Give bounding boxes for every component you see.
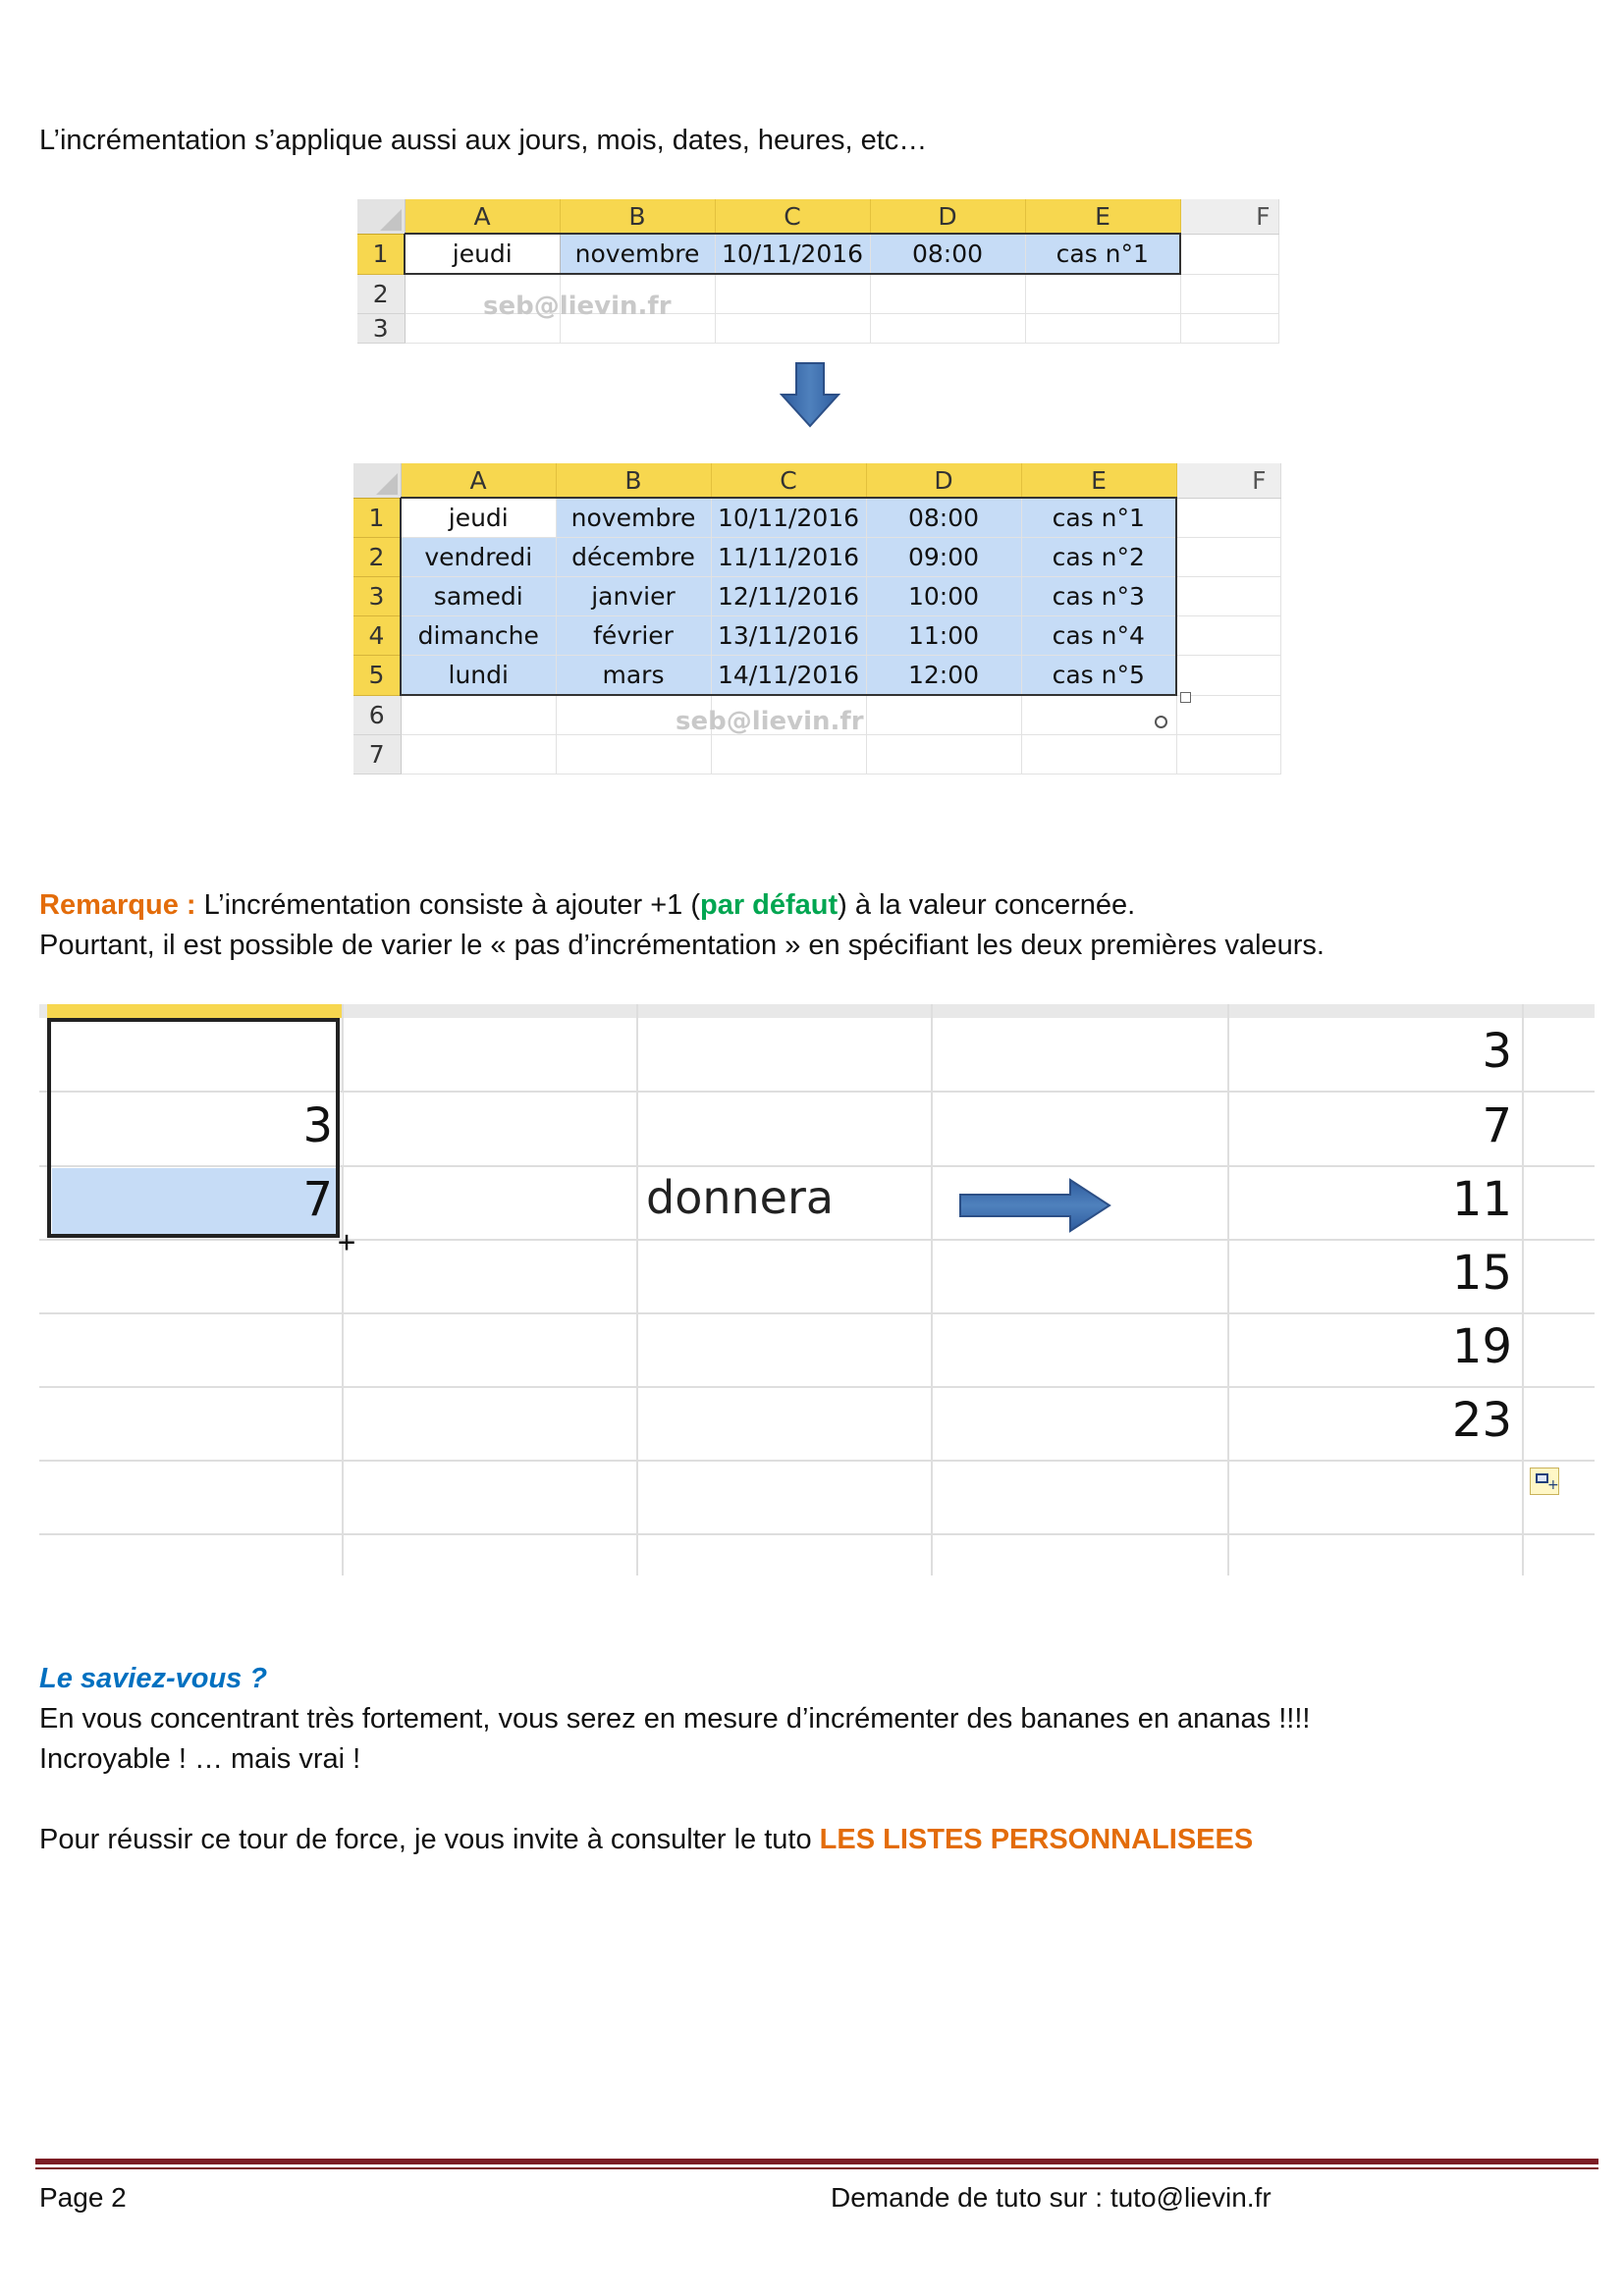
col-header-a[interactable]: A [401,463,556,498]
page-number: Page 2 [39,2182,127,2213]
footer-rule [35,2159,1598,2164]
cell-d3[interactable] [870,314,1025,344]
cell-e3[interactable] [1025,314,1180,344]
cell-f1[interactable] [1180,234,1278,274]
row-header-1[interactable]: 1 [353,498,401,538]
table-cell[interactable]: 12:00 [866,656,1021,696]
table-cell[interactable] [401,735,556,774]
table-cell[interactable] [1176,577,1280,616]
tip-line3-text: Pour réussir ce tour de force, je vous invite à consulter le tuto [39,1824,820,1855]
table-cell[interactable] [866,695,1021,735]
selected-column-header[interactable] [47,1004,342,1018]
cell-a1[interactable]: jeudi [405,234,560,274]
down-arrow-icon [780,361,840,428]
row-header-4[interactable]: 4 [353,616,401,656]
tip-line1: En vous concentrant très fortement, vous serez en mesure d’incrémenter des bananes en ananas !!!! [39,1703,1311,1735]
remark-line1 [39,885,1135,925]
row-header-3[interactable]: 3 [357,314,405,344]
table-cell[interactable] [1176,538,1280,577]
row-header-1[interactable]: 1 [357,234,405,274]
col-header-d[interactable]: D [870,199,1025,234]
cell-c2[interactable] [715,274,870,314]
table-cell[interactable] [401,695,556,735]
result-value: 15 [1451,1246,1512,1301]
table-cell[interactable]: janvier [556,577,711,616]
table-cell[interactable]: février [556,616,711,656]
table-cell[interactable]: 12/11/2016 [711,577,866,616]
remark-text-before: L’incrémentation consiste à ajouter +1 ( [195,889,700,921]
remark-highlight: par défaut [699,889,839,921]
footer-rule-thin [35,2167,1598,2169]
intro-text: L’incrémentation s’applique aussi aux jours, mois, dates, heures, etc… [39,125,928,156]
table-cell[interactable]: vendredi [401,538,556,577]
table-cell[interactable] [1176,695,1280,735]
table-cell[interactable] [711,735,866,774]
table-cell[interactable]: dimanche [401,616,556,656]
start-value-1: 3 [302,1098,333,1153]
increment-example-grid [39,1004,1595,1575]
remark-text-after: ) à la valeur concernée. [838,889,1136,921]
col-header-f[interactable]: F [1180,199,1278,234]
cell-c3[interactable] [715,314,870,344]
table-cell[interactable]: cas n°5 [1021,656,1176,696]
table-cell[interactable]: 14/11/2016 [711,656,866,696]
footer-contact: Demande de tuto sur : tuto@lievin.fr [831,2182,1272,2213]
col-header-e[interactable]: E [1021,463,1176,498]
col-header-b[interactable]: B [560,199,715,234]
table-cell[interactable]: samedi [401,577,556,616]
result-value: 23 [1451,1393,1512,1448]
cell-e1[interactable]: cas n°1 [1025,234,1180,274]
table-cell[interactable]: novembre [556,498,711,538]
select-all-corner[interactable] [357,199,405,234]
result-value: 7 [1482,1098,1512,1153]
table-cell[interactable]: 10/11/2016 [711,498,866,538]
col-header-c[interactable]: C [711,463,866,498]
cell-b1[interactable]: novembre [560,234,715,274]
table-cell[interactable]: cas n°2 [1021,538,1176,577]
row-header-2[interactable]: 2 [353,538,401,577]
cell-e2[interactable] [1025,274,1180,314]
right-arrow-icon [958,1177,1111,1234]
autofill-options-icon[interactable] [1180,692,1191,703]
autofill-options-icon[interactable]: + [1530,1468,1559,1495]
table-cell[interactable]: cas n°3 [1021,577,1176,616]
table-cell[interactable]: 10:00 [866,577,1021,616]
remark-line2: Pourtant, il est possible de varier le « pas d’incrémentation » en spécifiant les deux premières valeurs. [39,930,1325,961]
result-value: 3 [1482,1024,1512,1079]
fill-handle-crosshair-icon[interactable]: + [338,1225,356,1259]
col-header-b[interactable]: B [556,463,711,498]
tip-line3 [39,1820,1253,1859]
row-header-3[interactable]: 3 [353,577,401,616]
table-cell[interactable] [556,735,711,774]
watermark: seb@lievin.fr [483,292,672,321]
table-cell[interactable]: cas n°4 [1021,616,1176,656]
tip-line2: Incroyable ! … mais vrai ! [39,1743,361,1775]
table-cell[interactable]: 11/11/2016 [711,538,866,577]
row-header-2[interactable]: 2 [357,274,405,314]
table-cell[interactable]: 11:00 [866,616,1021,656]
table-cell[interactable]: mars [556,656,711,696]
spreadsheet-after [353,463,1281,774]
cell-f2[interactable] [1180,274,1278,314]
gives-label: donnera [646,1171,835,1224]
row-header-6[interactable]: 6 [353,695,401,735]
result-value: 19 [1451,1319,1512,1374]
table-cell[interactable] [1176,656,1280,696]
spreadsheet-before [357,199,1279,344]
table-cell[interactable]: décembre [556,538,711,577]
cell-c1[interactable]: 10/11/2016 [715,234,870,274]
result-value: 11 [1451,1172,1512,1227]
table-cell[interactable] [1176,616,1280,656]
custom-lists-link[interactable]: LES LISTES PERSONNALISEES [819,1824,1254,1855]
table-cell[interactable]: 13/11/2016 [711,616,866,656]
col-header-d[interactable]: D [866,463,1021,498]
row-header-7[interactable]: 7 [353,735,401,774]
start-value-2: 7 [302,1172,333,1227]
table-cell[interactable] [1021,695,1176,735]
table-cell[interactable] [1176,735,1280,774]
cell-d1[interactable]: 08:00 [870,234,1025,274]
cursor-indicator-icon [1155,716,1167,728]
remark-label: Remarque : [39,889,196,921]
table-cell[interactable] [1021,735,1176,774]
col-header-a[interactable]: A [405,199,560,234]
watermark: seb@lievin.fr [676,707,864,736]
select-all-corner[interactable] [353,463,401,498]
table-cell[interactable]: lundi [401,656,556,696]
table-cell[interactable]: 08:00 [866,498,1021,538]
table-cell[interactable]: jeudi [401,498,556,538]
row-header-5[interactable]: 5 [353,656,401,696]
table-cell[interactable] [1176,498,1280,538]
col-header-e[interactable]: E [1025,199,1180,234]
table-cell[interactable]: cas n°1 [1021,498,1176,538]
tip-title: Le saviez-vous ? [39,1663,268,1694]
table-cell[interactable] [866,735,1021,774]
cell-f3[interactable] [1180,314,1278,344]
cell-d2[interactable] [870,274,1025,314]
col-header-c[interactable]: C [715,199,870,234]
table-cell[interactable]: 09:00 [866,538,1021,577]
col-header-f[interactable]: F [1176,463,1280,498]
